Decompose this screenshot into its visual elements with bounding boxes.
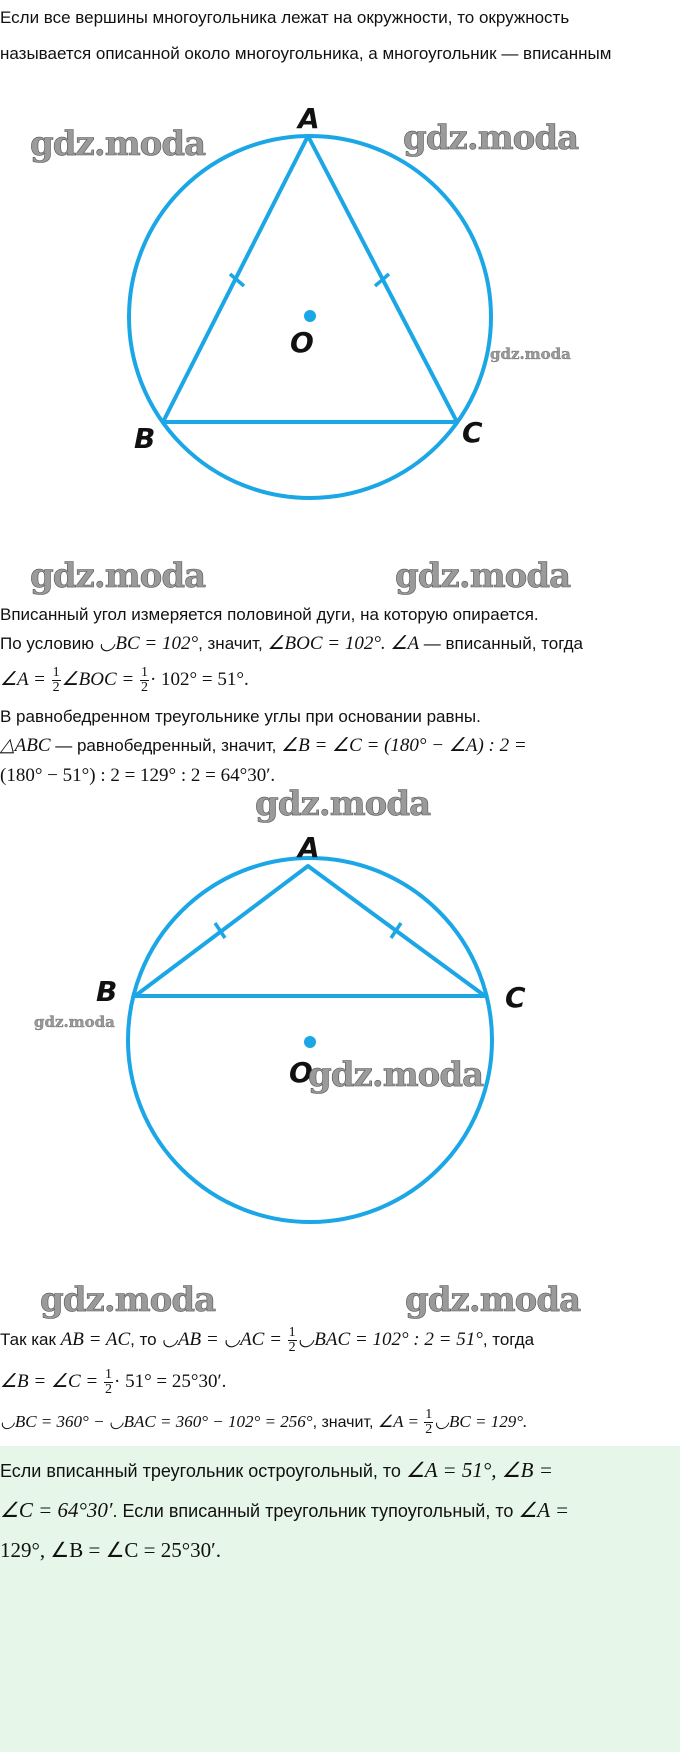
center-label-o-2: O (289, 1056, 313, 1089)
vertex-label-c-2: C (505, 981, 526, 1014)
fraction-half (140, 666, 149, 695)
text-fragment: Если вписанный треугольник остроугольный, то (0, 1461, 406, 1481)
intro-line-2: называется описанной около многоугольника, а многоугольник — вписанным (0, 44, 612, 63)
text-fragment: По условию (0, 634, 99, 653)
math-result-51: · 102° = 51°. (149, 669, 249, 690)
watermark: gdz.moda (403, 118, 579, 158)
solution-line-7 (0, 1322, 680, 1358)
solution-line-5 (0, 736, 680, 756)
fraction-half (288, 1326, 297, 1355)
figure-obtuse-triangle (0, 780, 680, 1300)
fraction-half (424, 1408, 433, 1437)
fraction-half (104, 1368, 113, 1397)
math-arc-ab-ac: ◡AB = ◡AC = (161, 1329, 287, 1350)
vertex-label-b-1: B (134, 422, 156, 455)
vertex-label-b-2: B (96, 975, 118, 1008)
solution-line-8 (0, 1364, 680, 1400)
solution-line-2 (0, 634, 680, 654)
watermark: gdz.moda (395, 556, 571, 596)
text-fragment: , значит, (198, 634, 268, 653)
center-label-o-1: O (290, 326, 314, 359)
math-angle-boc: ∠BOC = 102°. ∠A (267, 633, 420, 654)
math-angle-b-c: ∠B = ∠C = (180° − ∠A) : 2 = (281, 735, 527, 756)
fraction-denominator: 2 (105, 1382, 112, 1398)
watermark: gdz.moda (255, 784, 431, 824)
figure-acute-triangle (0, 0, 680, 620)
math-ab-ac: AB = AC (60, 1329, 131, 1350)
text-fragment: , тогда (482, 1330, 535, 1349)
vertex-label-a-2: A (298, 831, 320, 864)
math-arc-bc: ◡BC = 102° (98, 633, 199, 654)
solution-line-4: В равнобедренном треугольнике углы при основании равны. (0, 707, 481, 726)
fraction-numerator: 1 (105, 1367, 112, 1383)
math-angle-a: ∠A = (518, 1498, 570, 1522)
triangle-abc-1 (163, 136, 457, 422)
vertex-label-c-1: C (462, 416, 483, 449)
math-angle-a: ∠A = (0, 669, 51, 690)
math-angles-acute: ∠A = 51°, ∠B = (405, 1458, 553, 1482)
math-triangle-abc: △ABC (0, 735, 51, 756)
vertex-label-a-1: A (298, 102, 320, 135)
watermark: gdz.moda (308, 1055, 484, 1095)
solution-line-1: Вписанный угол измеряется половиной дуги, на которую опирается. (0, 605, 539, 624)
math-angle-boc: ∠BOC = (61, 669, 139, 690)
watermark: gdz.moda (40, 1280, 216, 1320)
text-fragment: , то (130, 1330, 162, 1349)
answer-line-1 (0, 1460, 680, 1481)
math-arc-bc-256: ◡BC = 360° − ◡BAC = 360° − 102° = 256° (0, 1412, 313, 1431)
watermark: gdz.moda (30, 556, 206, 596)
text-fragment: — равнобедренный, значит, (50, 736, 282, 755)
fraction-denominator: 2 (52, 680, 60, 696)
watermark: gdz.moda (34, 1013, 115, 1031)
math-arc-bac: ◡BAC = 102° : 2 = 51° (297, 1329, 483, 1350)
answer-line-2 (0, 1500, 680, 1521)
solution-line-6: (180° − 51°) : 2 = 129° : 2 = 64°30′. (0, 765, 276, 786)
center-point-o-1 (304, 310, 316, 322)
fraction-numerator: 1 (140, 665, 148, 681)
fraction-half (52, 666, 61, 695)
fraction-numerator: 1 (425, 1407, 433, 1423)
watermark: gdz.moda (30, 124, 206, 164)
math-angle-b-c: ∠B = ∠C = (0, 1371, 103, 1392)
watermark: gdz.moda (490, 345, 571, 363)
answer-box (0, 1446, 680, 1752)
triangle-abc-2 (135, 866, 485, 996)
math-angle-a: ∠A = (377, 1412, 424, 1431)
text-fragment: — вписанный, тогда (419, 634, 584, 653)
math-result-25-30: · 51° = 25°30′. (114, 1371, 227, 1392)
center-point-o-2 (304, 1036, 316, 1048)
fraction-denominator: 2 (288, 1340, 296, 1356)
text-fragment: . Если вписанный треугольник тупоугольный, то (112, 1501, 519, 1521)
watermark: gdz.moda (405, 1280, 581, 1320)
math-result-129: ◡BC = 129°. (434, 1412, 528, 1431)
solution-line-9 (0, 1404, 680, 1441)
answer-line-3: 129°, ∠B = ∠C = 25°30′. (0, 1538, 221, 1562)
fraction-denominator: 2 (140, 680, 148, 696)
text-fragment: Так как (0, 1330, 61, 1349)
solution-line-3 (0, 662, 680, 698)
fraction-denominator: 2 (425, 1422, 433, 1438)
fraction-numerator: 1 (288, 1325, 296, 1341)
fraction-numerator: 1 (52, 665, 60, 681)
intro-line-1: Если все вершины многоугольника лежат на окружности, то окружность (0, 8, 570, 27)
math-angle-c: ∠C = 64°30′ (0, 1498, 113, 1522)
text-fragment: , значит, (312, 1414, 378, 1431)
